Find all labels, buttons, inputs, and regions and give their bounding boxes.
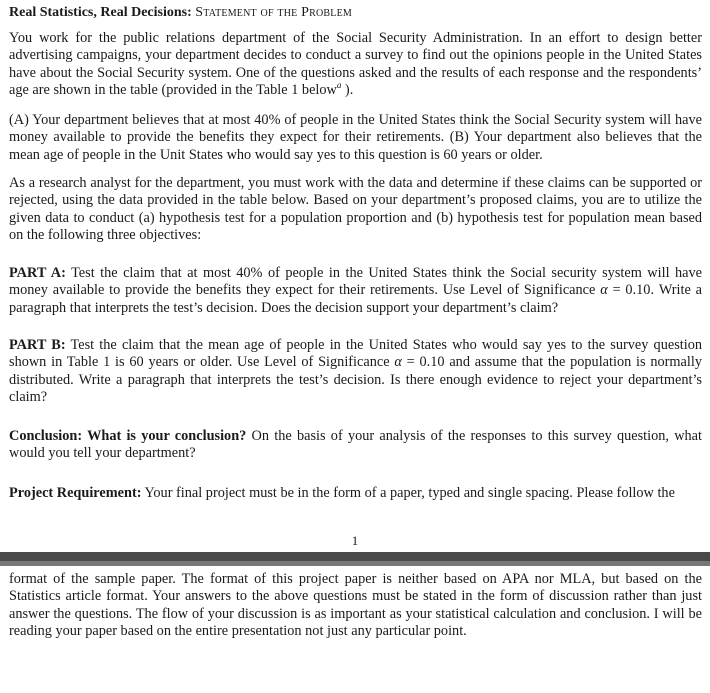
part-a-paragraph [9,265,702,317]
part-a-text: Test the claim that at most 40% of people in the United States think the Social security system will have money available to provide the benefits they expect for their retirements. Use Level of Significance [9,265,702,299]
part-b-paragraph [9,337,702,407]
requirement-paragraph [9,485,702,502]
analyst-paragraph: As a research analyst for the department, you must work with the data and determine if these claims can be supported or rejected, using the data provided in the table below. Based on your department’s proposed claims, you are to utilize the given data to conduct (a) hypothesis test for a population proportion and (b) hypothesis test for population mean based on the following three objectives: [9,175,702,244]
intro-text-end: ). [341,82,354,99]
alpha-symbol: α [394,354,402,371]
alpha-symbol: α [600,282,608,299]
continuation-paragraph: format of the sample paper. The format of this project paper is neither based on APA nor MLA, but based on the Statistics article format. Your answers to the above questions must be stated in the form of discussion rather than just answer the questions. The flow of your discussion is as important as your statistical calculation and conclusion. I will be reading your paper based on the entire presentation not just any particular point. [9,571,702,640]
page-break-divider [0,552,710,566]
requirement-label: Project Requirement: [9,485,142,501]
title-subtitle: Statement of the Problem [195,5,352,20]
requirement-text: Your final project must be in the form of a paper, typed and single spacing. Please follow the [141,485,675,501]
conclusion-paragraph [9,428,702,463]
part-a-label: PART A: [9,265,66,281]
title-bold: Real Statistics, Real Decisions: [9,5,192,20]
part-b-text-end: = 0.10 and assume that the population is normally distributed. Write a paragraph that interprets the test’s decision. Is there enough evidence to reject your department’s claim? [9,354,702,406]
intro-text: You work for the public relations department of the Social Security Administration. In an effort to design better advertising campaigns, your department decides to conduct a survey to find out the opinions people in the United States have about the Social Security system. One of the questions asked and the results of each response and the respondents’ age are shown in the table (provided in the Table 1 below [9,30,702,99]
claims-paragraph: (A) Your department believes that at most 40% of people in the United States think the Social Security system will have money available to provide the benefits they expect for their retirements. (B) Your department also believes that the mean age of people in the Unit States who would say yes to this question is 60 years or older. [9,112,702,163]
part-b-text: Test the claim that the mean age of people in the United States who would say yes to the survey question shown in Table 1 is 60 years or older. Use Level of Significance [9,337,702,371]
conclusion-label: Conclusion: What is your conclusion? [9,428,247,444]
page-title [9,4,702,21]
page-number: 1 [351,533,359,548]
conclusion-text: On the basis of your analysis of the responses to this survey question, what would you tell your department? [9,428,703,462]
part-b-label: PART B: [9,337,66,353]
document-page-2 [0,566,710,693]
part-a-text-end: = 0.10. Write a paragraph that interprets the test’s decision. Does the decision support your department’s claim? [9,282,702,316]
intro-paragraph [9,30,702,100]
footnote-marker: a [336,80,342,91]
